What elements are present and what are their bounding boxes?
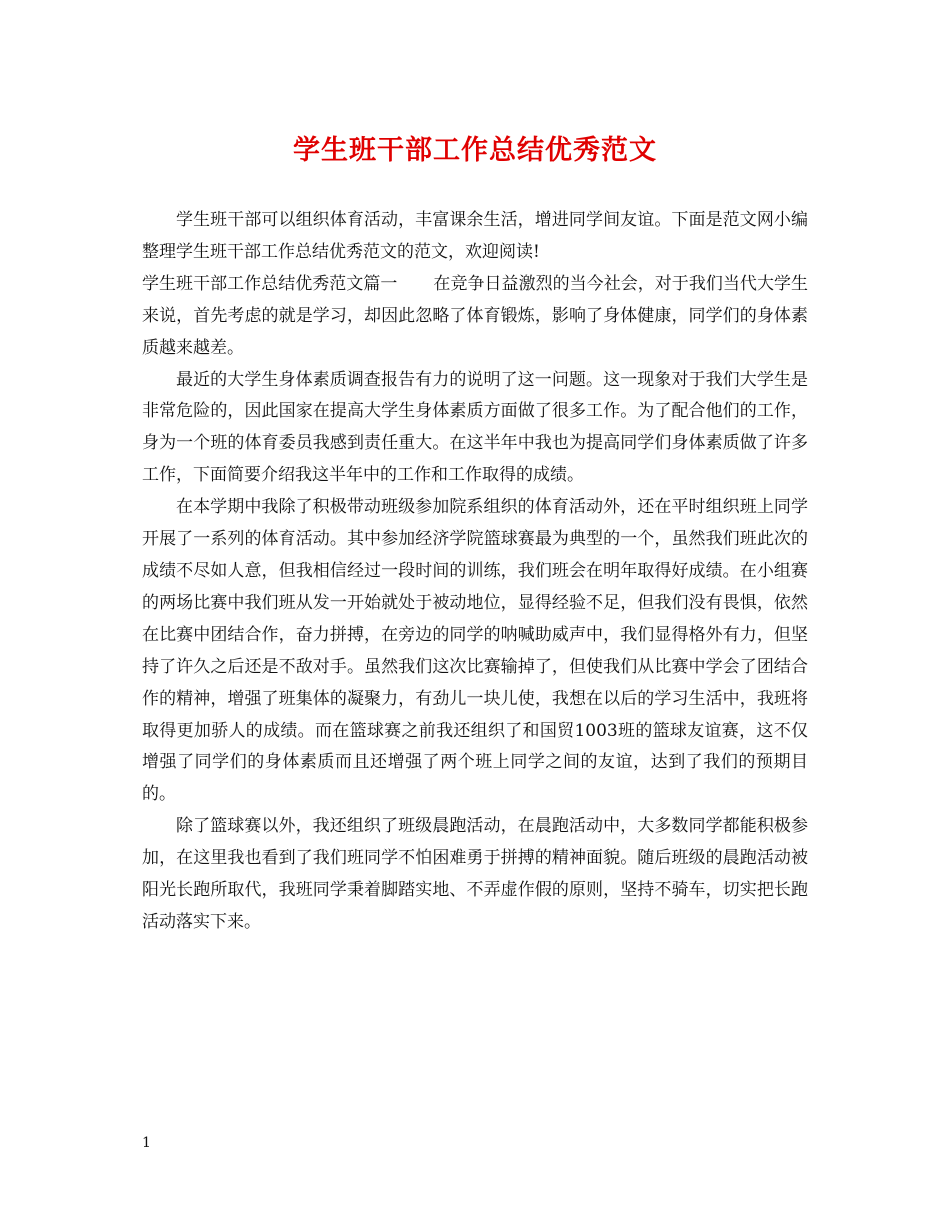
document-title: 学生班干部工作总结优秀范文 [293,135,657,166]
body-paragraph: 最近的大学生身体素质调查报告有力的说明了这一问题。这一现象对于我们大学生是非常危险的，因此国家在提高大学生身体素质方面做了很多工作。为了配合他们的工作，身为一个班的体育委员我感到责任重大。在这半年中我也为提高同学们身体素质做了许多工作，下面简要介绍我这半年中的工作和工作取得的成绩。 [142,369,808,486]
section-paragraph [142,269,808,365]
page-number: 1 [142,1135,151,1151]
document-body [142,205,808,939]
body-paragraph: 在本学期中我除了积极带动班级参加院系组织的体育活动外，还在平时组织班上同学开展了一系列的体育活动。其中参加经济学院篮球赛最为典型的一个，虽然我们班此次的成绩不尽如人意，但我相信经过一段时间的训练，我们班会在明年取得好成绩。在小组赛的两场比赛中我们班从发一开始就处于被动地位，显得经验不足，但我们没有畏惧，依然在比赛中团结合作，奋力拼搏，在旁边的同学的呐喊助威声中，我们显得格外有力，但坚持了许久之后还是不敌对手。虽然我们这次比赛输掉了，但使我们从比赛中学会了团结合作的精神，增强了班集体的凝聚力，有劲儿一块儿使，我想在以后的学习生活中，我班将取得更加骄人的成绩。而在篮球赛之前我还组织了和国贸1003班的篮球友谊赛，这不仅增强了同学们的身体素质而且还增强了两个班上同学之间的友谊，达到了我们的预期目的。 [142,497,808,805]
intro-paragraph: 学生班干部可以组织体育活动，丰富课余生活，增进同学间友谊。下面是范文网小编整理学生班干部工作总结优秀范文的范文，欢迎阅读! [142,210,808,262]
body-paragraph: 除了篮球赛以外，我还组织了班级晨跑活动，在晨跑活动中，大多数同学都能积极参加，在这里我也看到了我们班同学不怕困难勇于拼搏的精神面貌。随后班级的晨跑活动被阳光长跑所取代，我班同学秉着脚踏实地、不弄虚作假的原则，坚持不骑车，切实把长跑活动落实下来。 [142,816,808,932]
section-heading: 学生班干部工作总结优秀范文篇一 [142,273,398,294]
section-first-text: 在竞争日益激烈的当今社会，对于我们当代大学生来说，首先考虑的就是学习，却因此忽略了体育锻炼，影响了身体健康，同学们的身体素质越来越差。 [142,273,808,358]
